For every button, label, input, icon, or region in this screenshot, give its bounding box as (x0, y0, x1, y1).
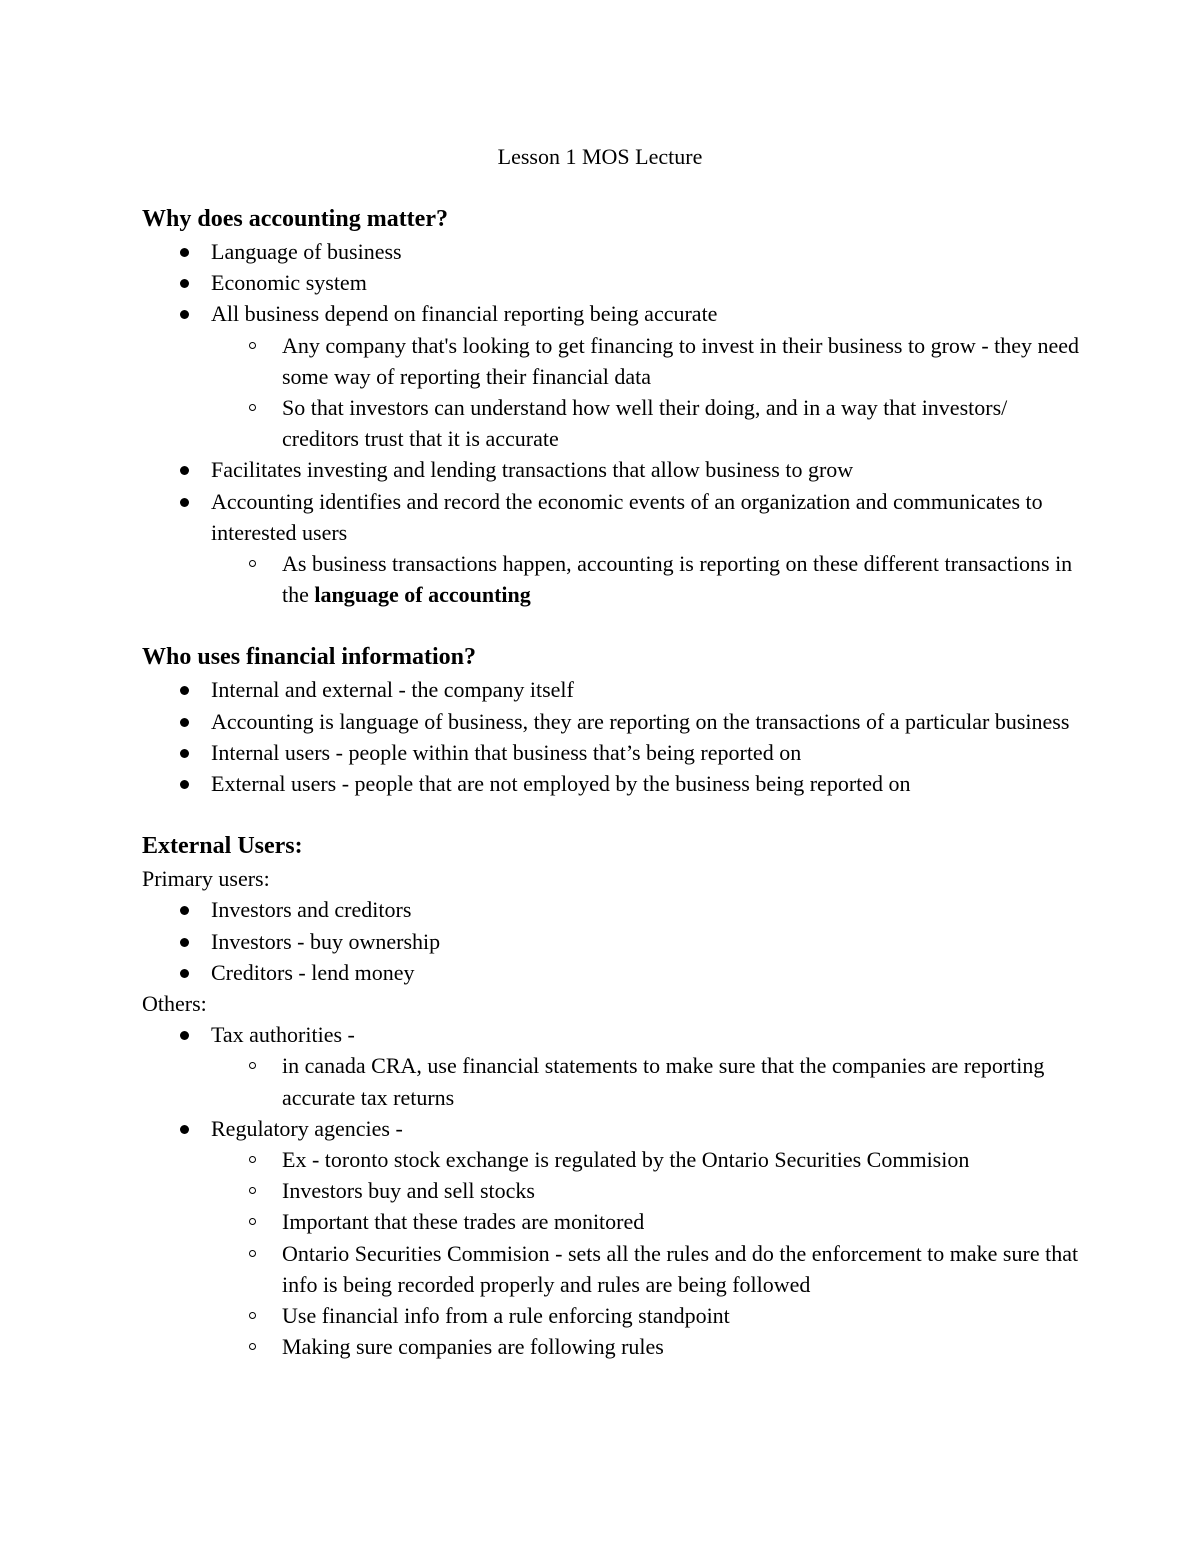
sub-list-item: Investors buy and sell stocks (211, 1175, 1082, 1206)
sub-list-item: Ontario Securities Commision - sets all the rules and do the enforcement to make sure that info is being recorded properly and rules are being followed (211, 1238, 1082, 1300)
hollow-bullet-icon (249, 1250, 256, 1257)
sub-list-item: Use financial info from a rule enforcing standpoint (211, 1300, 1082, 1331)
section-heading-why-accounting: Why does accounting matter? (142, 206, 448, 232)
list-item: Language of business (142, 236, 1082, 267)
list-item: Economic system (142, 267, 1082, 298)
list-item: External users - people that are not employed by the business being reported on (142, 768, 1082, 799)
list-item: Facilitates investing and lending transactions that allow business to grow (142, 454, 1082, 485)
hollow-bullet-icon (249, 1312, 256, 1319)
document-body (142, 202, 1082, 1363)
sub-list-item: So that investors can understand how well their doing, and in a way that investors/ creditors trust that it is accurate (211, 392, 1082, 454)
bullet-icon (180, 780, 189, 789)
bullet-icon (180, 310, 189, 319)
hollow-bullet-icon (249, 1218, 256, 1225)
section-heading-who-uses: Who uses financial information? (142, 644, 477, 671)
hollow-bullet-icon (249, 560, 256, 567)
document-title: Lesson 1 MOS Lecture (497, 144, 703, 169)
bullet-icon (180, 498, 189, 507)
sub-bullet-list (211, 330, 1082, 455)
bullet-icon (180, 279, 189, 288)
hollow-bullet-icon (249, 404, 256, 411)
list-item: Regulatory agencies - Ex - toronto stock exchange is regulated by the Ontario Securities Commision Investors buy and sell stocks Important that these trades are monitored Ontario Securities Commision - sets all the rules and do the enforcement to make sure that info is being recorded properly and rules are being followed Use financial info from a rule enforcing standpoint Making sure companies are following rules (142, 1113, 1082, 1363)
hollow-bullet-icon (249, 1062, 256, 1069)
bullet-icon (180, 1031, 189, 1040)
list-item: Investors and creditors (142, 894, 1082, 925)
bullet-icon (180, 1125, 189, 1134)
bullet-list (142, 1019, 1082, 1362)
bullet-icon (180, 969, 189, 978)
bullet-icon (180, 718, 189, 727)
list-item: Accounting identifies and record the economic events of an organization and communicates to interested users As business transactions happen, accounting is reporting on these different transactions in the language of accounting (142, 486, 1082, 611)
sub-list-item: Ex - toronto stock exchange is regulated by the Ontario Securities Commision (211, 1144, 1082, 1175)
bullet-icon (180, 938, 189, 947)
hollow-bullet-icon (249, 1343, 256, 1350)
sub-list-item: Making sure companies are following rules (211, 1331, 1082, 1362)
list-item: Accounting is language of business, they are reporting on the transactions of a particular business (142, 706, 1082, 737)
list-item: All business depend on financial reporting being accurate Any company that's looking to get financing to invest in their business to grow - they need some way of reporting their financial data So that investors can understand how well their doing, and in a way that investors/ creditors trust that it is accurate (142, 298, 1082, 454)
sub-list-item: Important that these trades are monitored (211, 1206, 1082, 1237)
bullet-list (142, 236, 1082, 610)
bullet-list (142, 674, 1082, 799)
bullet-icon (180, 248, 189, 257)
hollow-bullet-icon (249, 1156, 256, 1163)
others-label: Others: (142, 991, 207, 1017)
list-item: Investors - buy ownership (142, 926, 1082, 957)
bullet-icon (180, 906, 189, 915)
bullet-icon (180, 686, 189, 695)
list-item: Creditors - lend money (142, 957, 1082, 988)
sub-bullet-list (211, 548, 1082, 610)
bullet-icon (180, 466, 189, 475)
sub-bullet-list (211, 1050, 1082, 1112)
bullet-list (142, 894, 1082, 988)
list-item: Internal and external - the company itself (142, 674, 1082, 705)
sub-bullet-list (211, 1144, 1082, 1362)
list-item: Internal users - people within that business that’s being reported on (142, 737, 1082, 768)
bullet-icon (180, 749, 189, 758)
hollow-bullet-icon (249, 1187, 256, 1194)
hollow-bullet-icon (249, 342, 256, 349)
list-item: Tax authorities - in canada CRA, use financial statements to make sure that the companies are reporting accurate tax returns (142, 1019, 1082, 1113)
bold-term: language of accounting (314, 582, 531, 608)
sub-list-item: in canada CRA, use financial statements to make sure that the companies are reporting accurate tax returns (211, 1050, 1082, 1112)
sub-list-item: As business transactions happen, accounting is reporting on these different transactions in the language of accounting (211, 548, 1082, 610)
section-heading-external-users: External Users: (142, 833, 303, 860)
sub-list-item: Any company that's looking to get financing to invest in their business to grow - they need some way of reporting their financial data (211, 330, 1082, 392)
primary-users-label: Primary users: (142, 866, 270, 892)
